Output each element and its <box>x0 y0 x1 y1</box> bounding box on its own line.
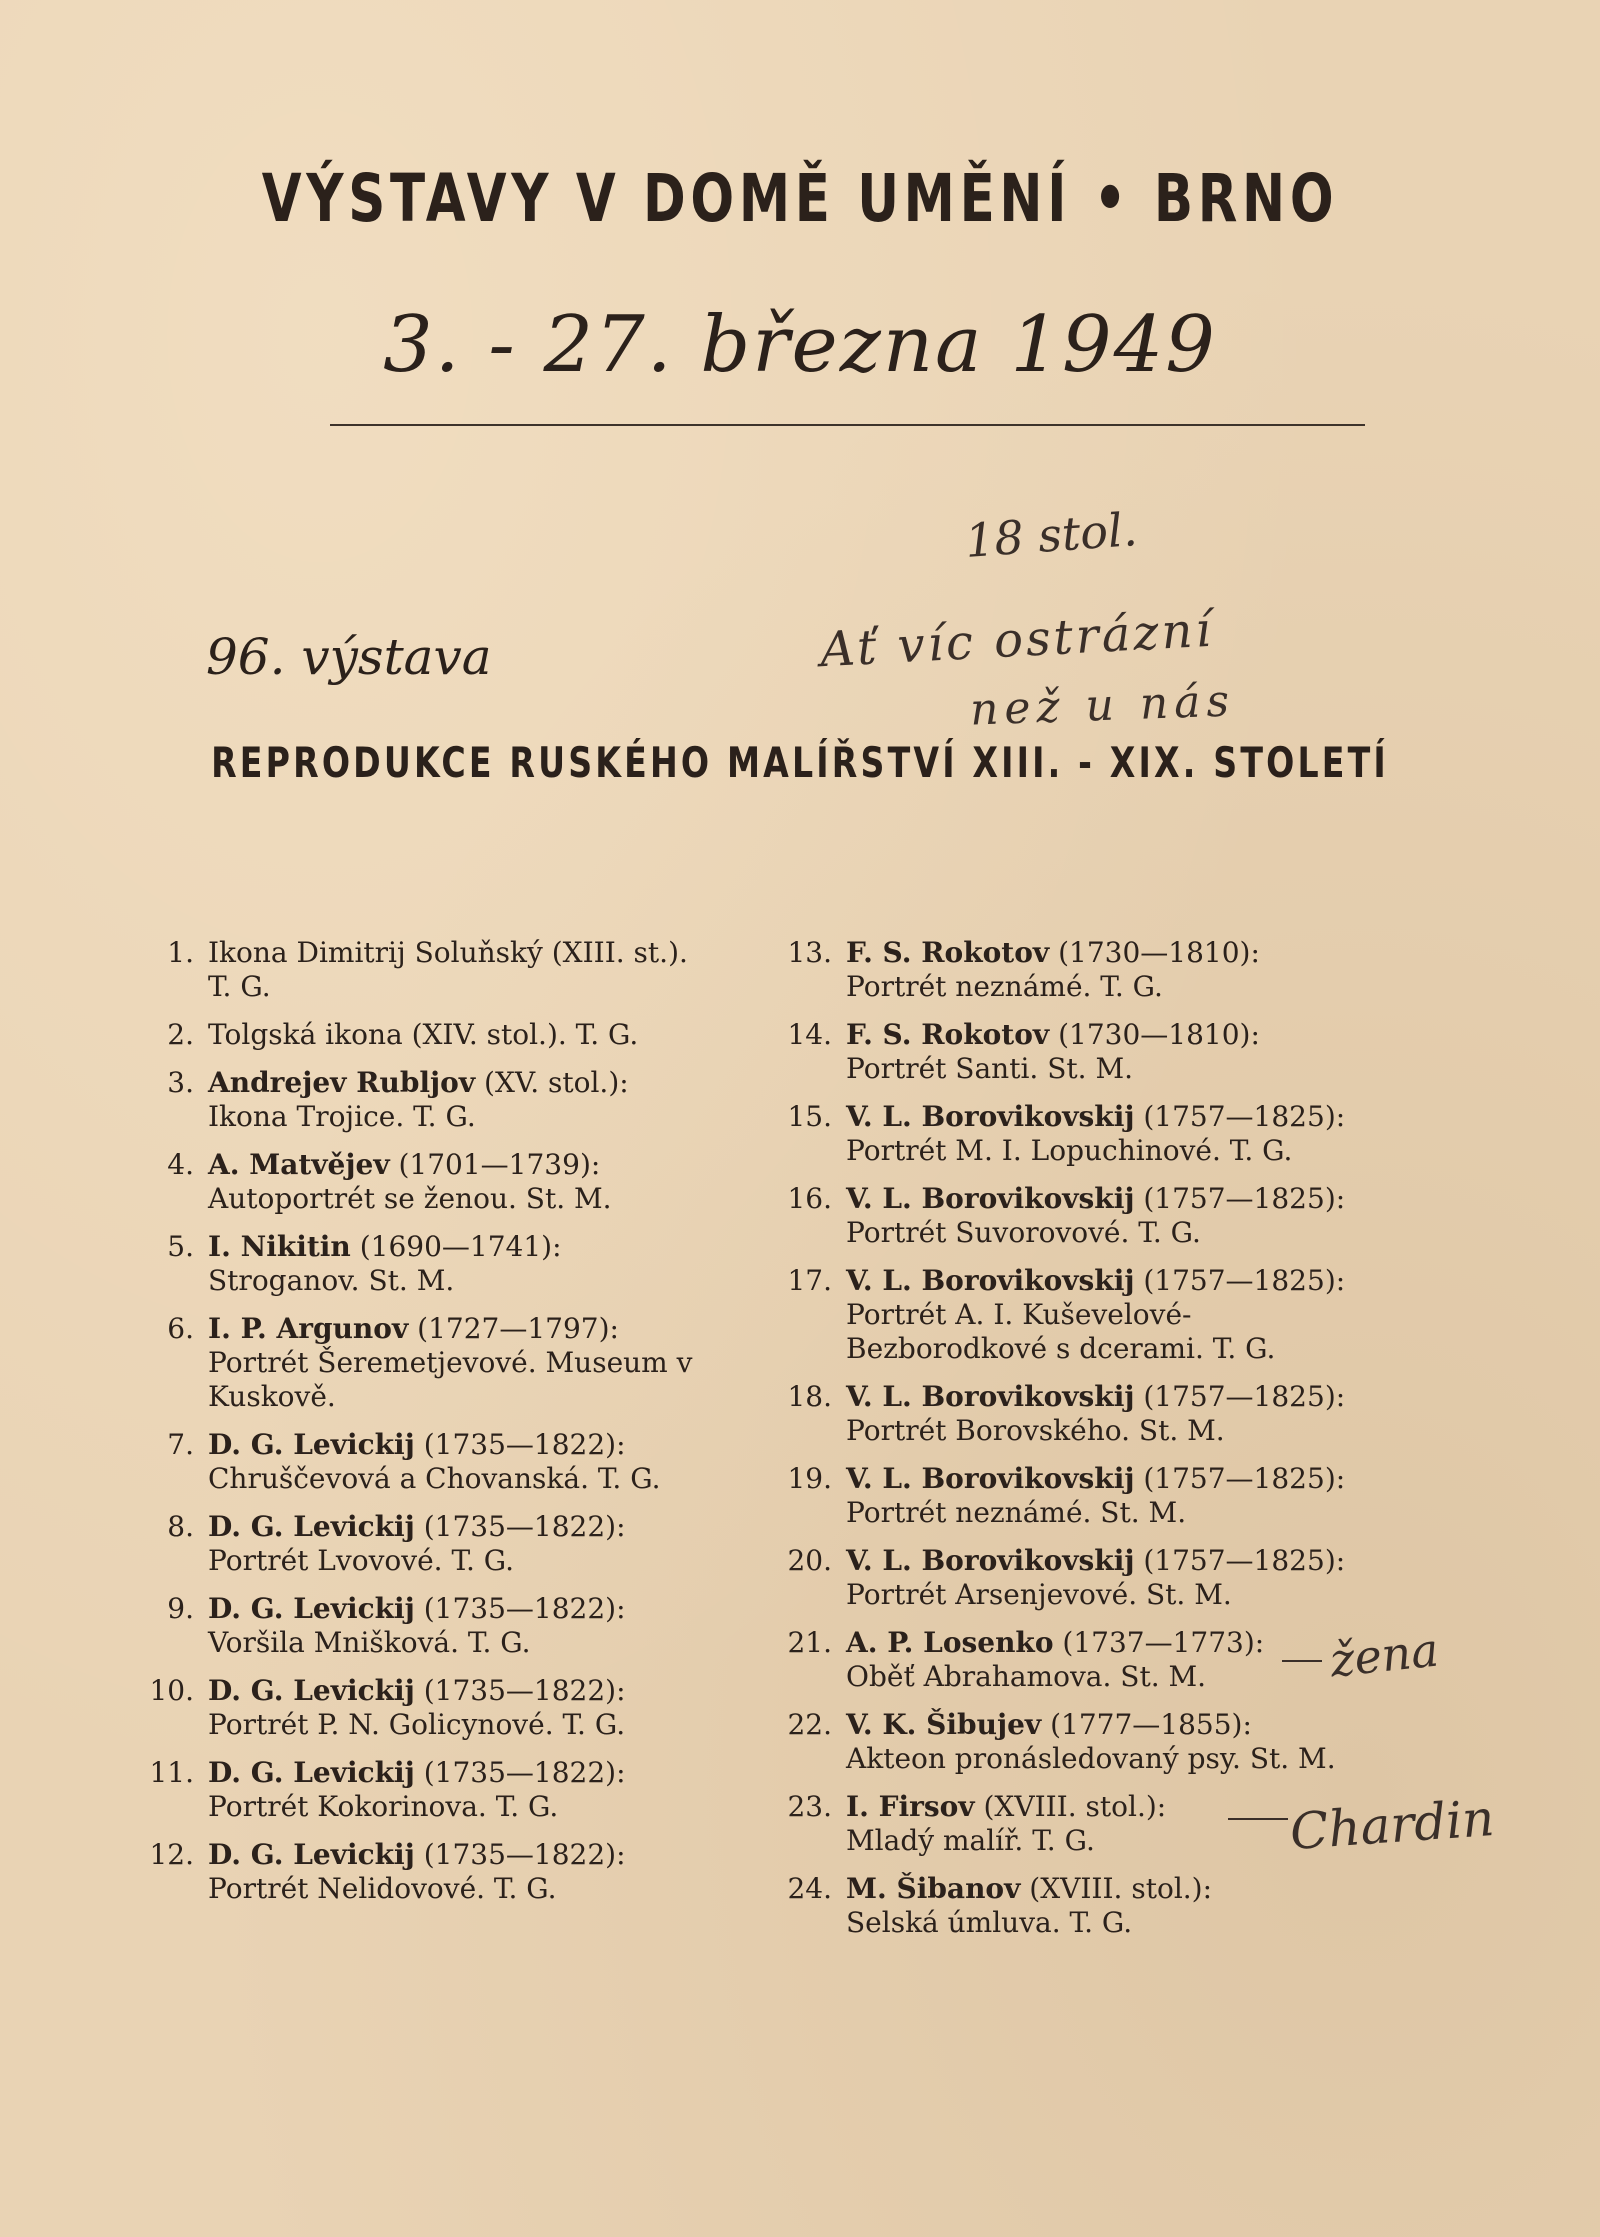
catalog-item <box>778 1544 1358 1612</box>
pencil-dash <box>1228 1818 1288 1820</box>
item-dates: (1757—1825): <box>1143 1264 1346 1297</box>
catalog-item <box>778 1790 1358 1858</box>
catalog-item <box>140 1018 720 1052</box>
item-artist: V. K. Šibujev <box>846 1708 1042 1741</box>
item-work: Portrét Lvovové. T. G. <box>208 1544 515 1577</box>
catalog-item <box>778 1462 1358 1530</box>
item-dates: (1735—1822): <box>423 1674 626 1707</box>
item-dates: (1735—1822): <box>423 1592 626 1625</box>
handwritten-note-line: než u nás <box>969 675 1236 736</box>
catalog-item <box>140 1592 720 1660</box>
item-artist: D. G. Levickij <box>208 1428 415 1461</box>
catalog-item <box>778 1100 1358 1168</box>
item-number: 1. <box>167 936 194 969</box>
catalog-item <box>140 1674 720 1742</box>
page-title: VÝSTAVY V DOMĚ UMĚNÍ • BRNO <box>261 160 1339 237</box>
catalog-item <box>140 1838 720 1906</box>
item-work: Autoportrét se ženou. St. M. <box>208 1182 612 1215</box>
catalog-item <box>140 936 720 1004</box>
item-work: Portrét Santi. St. M. <box>846 1052 1134 1085</box>
pencil-dash <box>1282 1660 1322 1662</box>
item-number: 8. <box>167 1510 194 1543</box>
item-number: 2. <box>167 1018 194 1051</box>
item-artist: F. S. Rokotov <box>846 1018 1050 1051</box>
item-number: 6. <box>167 1312 194 1345</box>
item-artist: A. P. Losenko <box>846 1626 1054 1659</box>
catalog-item <box>778 936 1358 1004</box>
catalog-item <box>140 1148 720 1216</box>
item-work: Voršila Mnišková. T. G. <box>208 1626 531 1659</box>
catalog-item <box>140 1510 720 1578</box>
item-work: Oběť Abrahamova. St. M. <box>846 1660 1207 1693</box>
item-artist: D. G. Levickij <box>208 1592 415 1625</box>
item-number: 20. <box>787 1544 832 1577</box>
item-work: Akteon pronásledovaný psy. St. M. <box>846 1742 1336 1775</box>
item-artist: V. L. Borovikovskij <box>846 1544 1135 1577</box>
catalog-item <box>778 1182 1358 1250</box>
item-work: Portrét Nelidovové. T. G. <box>208 1872 557 1905</box>
item-artist: F. S. Rokotov <box>846 936 1050 969</box>
item-number: 21. <box>787 1626 832 1659</box>
item-work: Portrét neznámé. T. G. <box>846 970 1163 1003</box>
item-work: Ikona Dimitrij Soluňský (XIII. st.). T. G. <box>208 936 688 1003</box>
item-work: Chruščevová a Chovanská. T. G. <box>208 1462 661 1495</box>
item-artist: V. L. Borovikovskij <box>846 1264 1135 1297</box>
item-dates: (1757—1825): <box>1143 1380 1346 1413</box>
item-number: 14. <box>787 1018 832 1051</box>
item-number: 22. <box>787 1708 832 1741</box>
handwritten-note-century: 18 stol. <box>963 502 1139 568</box>
item-dates: (1735—1822): <box>423 1510 626 1543</box>
item-artist: D. G. Levickij <box>208 1756 415 1789</box>
item-number: 10. <box>149 1674 194 1707</box>
item-artist: A. Matvějev <box>208 1148 390 1181</box>
item-number: 13. <box>787 936 832 969</box>
item-work: Portrét M. I. Lopuchinové. T. G. <box>846 1134 1293 1167</box>
item-artist: I. Nikitin <box>208 1230 351 1263</box>
item-work: Tolgská ikona (XIV. stol.). T. G. <box>208 1018 639 1051</box>
item-number: 4. <box>167 1148 194 1181</box>
item-dates: (1730—1810): <box>1058 936 1260 969</box>
item-work: Ikona Trojice. T. G. <box>208 1100 476 1133</box>
catalog-item <box>778 1708 1358 1776</box>
item-work: Portrét Borovského. St. M. <box>846 1414 1225 1447</box>
item-dates: (1757—1825): <box>1143 1100 1346 1133</box>
item-number: 16. <box>787 1182 832 1215</box>
item-artist: D. G. Levickij <box>208 1510 415 1543</box>
item-work: Portrét Kokorinova. T. G. <box>208 1790 559 1823</box>
catalog-item <box>140 1312 720 1414</box>
item-dates: (1690—1741): <box>359 1230 562 1263</box>
item-artist: V. L. Borovikovskij <box>846 1182 1135 1215</box>
item-number: 3. <box>167 1066 194 1099</box>
item-number: 24. <box>787 1872 832 1905</box>
margin-note: žena <box>1327 1622 1442 1688</box>
item-dates: (1757—1825): <box>1143 1182 1346 1215</box>
catalog-item <box>778 1626 1358 1694</box>
item-work: Portrét A. I. Kuševelové-Bezborodkové s dcerami. T. G. <box>846 1298 1276 1365</box>
item-artist: I. P. Argunov <box>208 1312 409 1345</box>
item-dates: (XVIII. stol.): <box>983 1790 1167 1823</box>
item-dates: (1735—1822): <box>423 1756 626 1789</box>
item-number: 5. <box>167 1230 194 1263</box>
catalog-item <box>778 1264 1358 1366</box>
item-work: Portrét neznámé. St. M. <box>846 1496 1187 1529</box>
item-number: 18. <box>787 1380 832 1413</box>
item-dates: (XVIII. stol.): <box>1029 1872 1213 1905</box>
catalog-item <box>140 1230 720 1298</box>
catalog-column-right <box>778 936 1358 1954</box>
item-work: Portrét P. N. Golicynové. T. G. <box>208 1708 626 1741</box>
catalog-column-left <box>140 936 720 1920</box>
catalog-item <box>778 1872 1358 1940</box>
catalog-item <box>140 1066 720 1134</box>
item-artist: D. G. Levickij <box>208 1838 415 1871</box>
divider <box>330 424 1365 426</box>
exhibition-subtitle: REPRODUKCE RUSKÉHO MALÍŘSTVÍ XIII. - XIX. STOLETÍ <box>211 738 1389 787</box>
item-artist: V. L. Borovikovskij <box>846 1462 1135 1495</box>
catalog-item <box>778 1380 1358 1448</box>
item-number: 12. <box>149 1838 194 1871</box>
item-work: Mladý malíř. T. G. <box>846 1824 1095 1857</box>
item-dates: (1730—1810): <box>1058 1018 1260 1051</box>
item-artist: V. L. Borovikovskij <box>846 1100 1135 1133</box>
item-work: Portrét Arsenjevové. St. M. <box>846 1578 1232 1611</box>
item-dates: (1735—1822): <box>423 1838 626 1871</box>
item-artist: D. G. Levickij <box>208 1674 415 1707</box>
handwritten-note-line: Ať víc ostrázní <box>818 601 1216 679</box>
item-dates: (1777—1855): <box>1050 1708 1252 1741</box>
margin-note: Chardin <box>1288 1788 1497 1862</box>
item-number: 11. <box>149 1756 194 1789</box>
catalog-item <box>778 1018 1358 1086</box>
item-number: 23. <box>787 1790 832 1823</box>
item-dates: (XV. stol.): <box>484 1066 629 1099</box>
item-dates: (1757—1825): <box>1143 1544 1346 1577</box>
exhibition-dates: 3. - 27. března 1949 <box>383 300 1217 390</box>
item-dates: (1757—1825): <box>1143 1462 1346 1495</box>
item-number: 15. <box>787 1100 832 1133</box>
catalog-item <box>140 1756 720 1824</box>
item-number: 17. <box>787 1264 832 1297</box>
item-work: Stroganov. St. M. <box>208 1264 455 1297</box>
item-dates: (1727—1797): <box>417 1312 619 1345</box>
item-number: 9. <box>167 1592 194 1625</box>
item-work: Selská úmluva. T. G. <box>846 1906 1133 1939</box>
exhibition-number: 96. výstava <box>206 628 492 686</box>
item-artist: M. Šibanov <box>846 1872 1021 1905</box>
item-number: 19. <box>787 1462 832 1495</box>
item-work: Portrét Suvorovové. T. G. <box>846 1216 1201 1249</box>
item-work: Portrét Šeremetjevové. Museum v Kuskově. <box>208 1346 693 1413</box>
item-number: 7. <box>167 1428 194 1461</box>
catalog-item <box>140 1428 720 1496</box>
item-artist: V. L. Borovikovskij <box>846 1380 1135 1413</box>
item-dates: (1701—1739): <box>398 1148 601 1181</box>
item-artist: I. Firsov <box>846 1790 975 1823</box>
item-dates: (1737—1773): <box>1062 1626 1265 1659</box>
item-artist: Andrejev Rubljov <box>208 1066 476 1099</box>
item-dates: (1735—1822): <box>423 1428 626 1461</box>
